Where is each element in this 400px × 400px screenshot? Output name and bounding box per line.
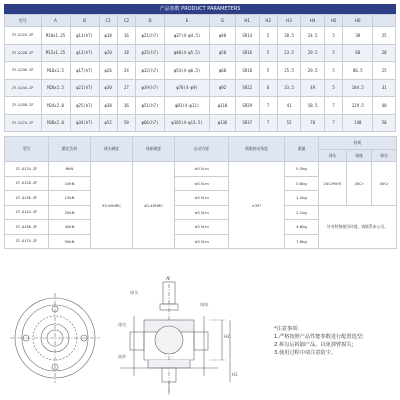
table-cell: φ50	[210, 44, 236, 62]
table-cell: φ30	[99, 79, 117, 97]
table-row	[5, 79, 396, 97]
table-cell: 7	[325, 114, 343, 132]
table-cell: 16	[117, 27, 135, 45]
header-cell: 球座硬度	[133, 137, 175, 162]
header-cell	[373, 15, 396, 27]
table-cell: SR16	[235, 44, 259, 62]
table-cell: 49	[301, 79, 325, 97]
table-cell: 29.5	[301, 62, 325, 80]
table-row	[5, 205, 397, 220]
table-cell: ±35°	[229, 162, 285, 249]
table-cell: φ18	[99, 27, 117, 45]
label-oil-cup: 油杯	[118, 354, 127, 359]
header-cell: H3	[277, 15, 301, 27]
table-cell: 25.5	[277, 62, 301, 80]
header-cell: 球壳	[372, 150, 397, 162]
table-cell: φ83(4-φ11)	[165, 97, 210, 115]
table-cell: 50	[373, 114, 396, 132]
table-cell: ≤5 N.m	[175, 191, 229, 206]
table-cell: SR22	[235, 79, 259, 97]
table-row	[5, 62, 396, 80]
table-cell: 31	[373, 79, 396, 97]
table-cell: φ110	[210, 97, 236, 115]
header-cell: C2	[117, 15, 135, 27]
header-cell: 启动力矩	[175, 137, 229, 162]
header-cell: 型号	[5, 15, 42, 27]
table-cell: 20	[373, 44, 396, 62]
table-cell: ZY-QJ58-ZF	[5, 97, 42, 115]
table-cell: 20.5	[277, 27, 301, 45]
table-cell: φ52	[99, 114, 117, 132]
table-cell: SR37	[235, 114, 259, 132]
label-h2: H2	[224, 334, 230, 339]
table-cell: ZY-QJ44-ZF	[5, 79, 42, 97]
table-cell: ZY-QJ24-ZF	[5, 27, 42, 45]
header-cell: E	[165, 15, 210, 27]
table-cell: ZY-QJ36-ZF	[5, 62, 42, 80]
table-cell: φ32(h7)	[136, 62, 165, 80]
table-cell: 5	[259, 62, 277, 80]
table-cell: φ39(h7)	[136, 79, 165, 97]
table-cell: φ37(4-φ4.5)	[165, 27, 210, 45]
header-cell: 型号	[5, 137, 49, 162]
notes-section	[274, 325, 389, 357]
table-cell: ZY-QJ28-ZF	[5, 176, 49, 191]
table-cell: M24x2.0	[41, 97, 70, 115]
table-cell: 23.5	[277, 44, 301, 62]
table-cell: 24.5	[301, 27, 325, 45]
header-cell: H6	[343, 15, 373, 27]
banner-title: 产品参数 PRODUCT PARAMETERS	[4, 4, 396, 14]
table-cell: ZY-QJ36-ZF	[5, 191, 49, 206]
table-cell: 0.3kg	[285, 162, 319, 177]
table-cell: φ51(h7)	[136, 97, 165, 115]
table-cell: ≤5 N.m	[175, 205, 229, 220]
table-cell: 129.5	[343, 97, 373, 115]
table-cell: 25	[373, 27, 396, 45]
table-cell: 6	[259, 79, 277, 97]
table-cell: 55-60HRC	[91, 162, 133, 249]
table-cell: 20CrMnTi	[319, 162, 347, 206]
table-cell: 24	[117, 62, 135, 80]
table-cell: 5	[325, 27, 343, 45]
table-cell: φ34(h7)	[70, 114, 99, 132]
flange-top-view	[10, 293, 100, 383]
note-item: 2.拆勾后拆卸产品，以免掉臂损失;	[274, 342, 354, 348]
table-cell: SR29	[235, 97, 259, 115]
table-cell: 50	[117, 114, 135, 132]
params-header-row	[5, 15, 396, 27]
table-cell: φ26	[99, 62, 117, 80]
table-cell: ZY-QJ28-ZF	[5, 44, 42, 62]
table-cell: φ70(4-φ9)	[165, 79, 210, 97]
table-cell: 5	[325, 44, 343, 62]
notes-title: *注意事项:	[274, 326, 300, 332]
table-cell: 33.5	[277, 79, 301, 97]
table-cell: 36	[117, 97, 135, 115]
table-cell: ZY-QJ74-ZF	[5, 114, 42, 132]
header-cell: H4	[301, 15, 325, 27]
table-cell: 7	[259, 114, 277, 132]
table-row	[5, 97, 396, 115]
table-cell: SR14	[235, 27, 259, 45]
header-cell: 极限转动角度	[229, 137, 285, 162]
table-cell: ≤5 N.m	[175, 176, 229, 191]
table-cell: ZY-QJ58-ZF	[5, 220, 49, 235]
table-cell: 18	[117, 44, 135, 62]
header-cell: D	[136, 15, 165, 27]
table-cell: φ60	[210, 62, 236, 80]
table-cell: 68	[343, 44, 373, 62]
table-cell: ZY-QJ24-ZF	[5, 162, 49, 177]
table-cell: 25kN	[49, 205, 91, 220]
header-cell: 额定负荷	[49, 137, 91, 162]
table-cell: φ105(4-φ13.5)	[165, 114, 210, 132]
table-cell: M16x1.5	[41, 62, 70, 80]
table-cell: ≤5 N.m	[175, 220, 229, 235]
table-cell: 5	[325, 62, 343, 80]
table-cell: ZY-QJ74-ZF	[5, 234, 49, 249]
label-shell: 球壳	[118, 322, 127, 327]
table-cell: 0.8kg	[285, 176, 319, 191]
table-cell: ≤5 N.m	[175, 234, 229, 249]
table-cell: 40-45HRC	[133, 162, 175, 249]
label-ball: 球头	[130, 290, 139, 295]
table-cell: 40Cr	[347, 162, 372, 206]
header-cell: A	[41, 15, 70, 27]
header-cell: 球头硬度	[91, 137, 133, 162]
header-cell: 球座	[347, 150, 372, 162]
table-cell: 148	[343, 114, 373, 132]
perf-header-row	[5, 137, 397, 150]
header-cell: B	[70, 15, 99, 27]
table-cell: 40Cr	[372, 162, 397, 206]
table-row	[5, 162, 397, 177]
table-cell: 5	[325, 79, 343, 97]
table-cell: 1.2kg	[285, 191, 319, 206]
table-cell: 38	[343, 27, 373, 45]
table-cell: 12kN	[49, 191, 91, 206]
table-cell: 104.5	[343, 79, 373, 97]
table-cell: φ40(4-φ5.5)	[165, 44, 210, 62]
table-cell: φ25(h7)	[70, 97, 99, 115]
note-item: 1.严格按照产品性能参数进行配置选型;	[274, 334, 364, 340]
table-cell: φ136	[210, 114, 236, 132]
header-cell: 球头	[319, 150, 347, 162]
table-cell: 40kN	[49, 220, 91, 235]
table-cell: ≤5 N.m	[175, 162, 229, 177]
table-cell: 25	[373, 62, 396, 80]
table-cell: 41	[277, 97, 301, 115]
note-item: 3.使用过程中请注意防尘。	[274, 350, 337, 356]
table-cell: φ17(h7)	[70, 62, 99, 80]
table-cell: 5	[259, 27, 277, 45]
label-top: A	[166, 276, 169, 281]
table-cell: 52	[277, 114, 301, 132]
table-cell: φ21(h7)	[136, 27, 165, 45]
table-cell: φ20	[99, 44, 117, 62]
table-cell: 7.8kg	[285, 234, 319, 249]
table-cell: 2.1kg	[285, 205, 319, 220]
table-cell: φ21(h7)	[70, 79, 99, 97]
header-cell: 重量	[285, 137, 319, 162]
product-sheet	[4, 4, 396, 249]
header-cell: 材质	[319, 137, 397, 150]
header-cell: G	[210, 15, 236, 27]
table-cell: M12x1.25	[41, 44, 70, 62]
header-cell: C1	[99, 15, 117, 27]
table-cell: φ11(h7)	[70, 27, 99, 45]
table-cell: SR18	[235, 62, 259, 80]
table-cell: M30x2.0	[41, 114, 70, 132]
table-row	[5, 27, 396, 45]
table-cell: 10kN	[49, 176, 91, 191]
table-cell: 4.6kg	[285, 220, 319, 235]
table-row	[5, 114, 396, 132]
params-table	[4, 14, 396, 132]
label-h1: H1	[232, 372, 238, 377]
table-cell: φ38	[99, 97, 117, 115]
table-cell: 29.5	[301, 44, 325, 62]
table-cell: 5	[259, 44, 277, 62]
table-row	[5, 44, 396, 62]
table-cell: 40	[373, 97, 396, 115]
header-cell: H2	[259, 15, 277, 27]
header-cell: H1	[235, 15, 259, 27]
table-cell: 6kN	[49, 162, 91, 177]
special-note: 针对特殊使用环境，请联系本公司。	[319, 205, 397, 249]
table-cell: 76	[301, 114, 325, 132]
header-cell: H5	[325, 15, 343, 27]
table-cell: φ54(4-φ6.5)	[165, 62, 210, 80]
table-cell: 86.5	[343, 62, 373, 80]
table-cell: M10x1.25	[41, 27, 70, 45]
table-cell: φ25(h7)	[136, 44, 165, 62]
table-cell: M20x1.5	[41, 79, 70, 97]
table-cell: 27	[117, 79, 135, 97]
table-cell: 58.5	[301, 97, 325, 115]
table-cell: φ13(h7)	[70, 44, 99, 62]
table-cell: φ92	[210, 79, 236, 97]
table-cell: ZY-QJ44-ZF	[5, 205, 49, 220]
table-cell: 7	[325, 97, 343, 115]
label-seat: 球座	[200, 302, 209, 307]
table-cell: 50kN	[49, 234, 91, 249]
table-cell: 7	[259, 97, 277, 115]
table-cell: φ66(h7)	[136, 114, 165, 132]
performance-table	[4, 136, 397, 249]
table-cell: φ48	[210, 27, 236, 45]
